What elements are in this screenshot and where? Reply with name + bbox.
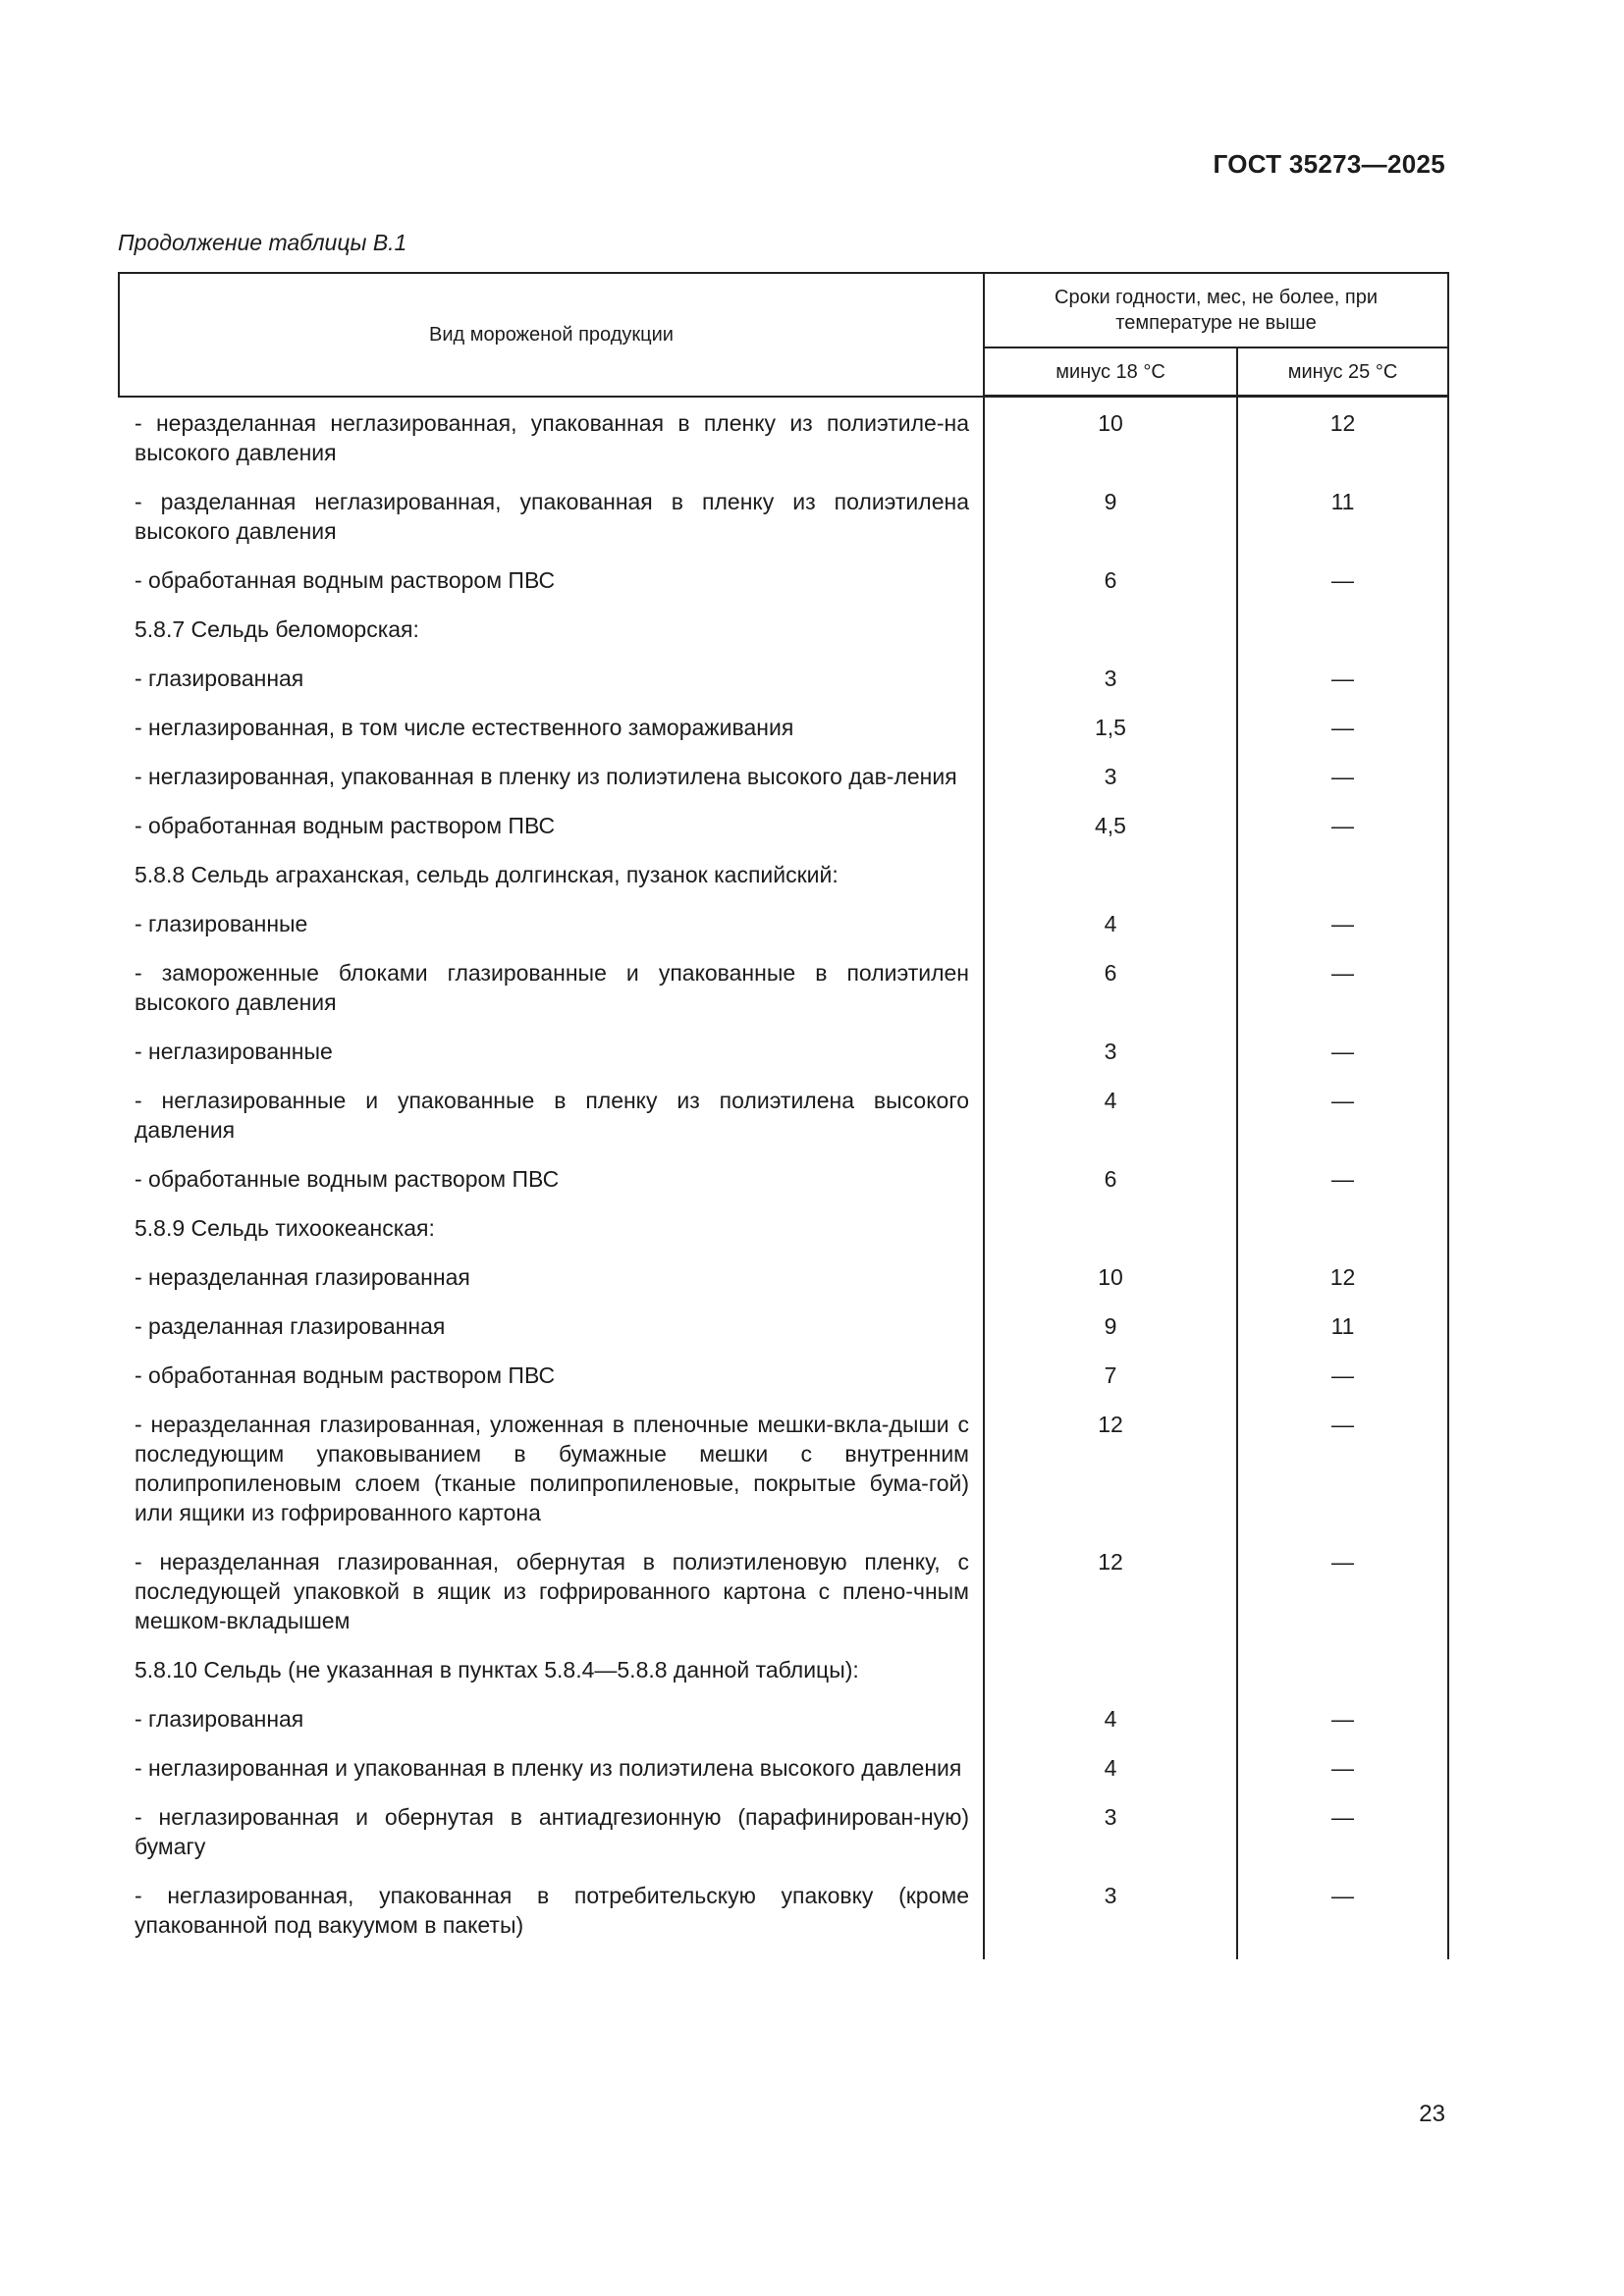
- product-description: - неразделанная неглазированная, упакованная в пленку из полиэтиле-на высокого давления: [135, 409, 969, 465]
- product-description: - неглазированная, упакованная в потребительскую упаковку (кроме упакованной под вакуумом в пакеты): [135, 1882, 969, 1938]
- shelf-life-minus-25: —: [1237, 664, 1448, 713]
- header-product-kind: Вид мороженой продукции: [119, 273, 984, 397]
- standard-number: ГОСТ 35273—2025: [1213, 149, 1445, 179]
- shelf-life-minus-25: —: [1237, 1037, 1448, 1086]
- shelf-life-minus-18: 4,5: [984, 811, 1237, 860]
- shelf-life-minus-25: —: [1237, 1881, 1448, 1959]
- shelf-life-minus-18: 3: [984, 1802, 1237, 1881]
- table-row: [119, 1547, 1448, 1655]
- product-description: - неглазированные и упакованные в пленку из полиэтилена высокого давления: [135, 1087, 969, 1143]
- product-description: - обработанные водным раствором ПВС: [135, 1165, 560, 1192]
- product-description: - неразделанная глазированная: [135, 1263, 470, 1290]
- shelf-life-minus-18: [984, 1655, 1237, 1704]
- shelf-life-minus-18: 9: [984, 487, 1237, 565]
- table-row: [119, 664, 1448, 713]
- product-description: - разделанная глазированная: [135, 1312, 446, 1339]
- shelf-life-minus-25: —: [1237, 1753, 1448, 1802]
- shelf-life-minus-25: —: [1237, 909, 1448, 958]
- table-caption: Продолжение таблицы В.1: [118, 230, 407, 255]
- header-temp-minus-25: минус 25 °С: [1237, 347, 1448, 397]
- product-description: - неразделанная глазированная, обернутая в полиэтиленовую пленку, с последующей упаковкой в ящик из гофрированного картона с плено-чным мешком-вкладышем: [135, 1548, 969, 1633]
- shelf-life-minus-18: 1,5: [984, 713, 1237, 762]
- product-description: - неглазированная, упакованная в пленку из полиэтилена высокого дав-ления: [135, 763, 957, 789]
- table-row: [119, 487, 1448, 565]
- table-row: [119, 1410, 1448, 1547]
- shelf-life-minus-25: —: [1237, 1802, 1448, 1881]
- shelf-life-minus-18: [984, 1213, 1237, 1262]
- product-description: - глазированные: [135, 910, 308, 936]
- shelf-life-minus-25: [1237, 1655, 1448, 1704]
- shelf-life-minus-18: 4: [984, 1704, 1237, 1753]
- table-row: [119, 1037, 1448, 1086]
- shelf-life-minus-25: —: [1237, 1164, 1448, 1213]
- shelf-life-minus-25: [1237, 860, 1448, 909]
- table-body: [119, 397, 1448, 1959]
- shelf-life-minus-18: 12: [984, 1410, 1237, 1547]
- shelf-life-minus-18: 6: [984, 958, 1237, 1037]
- table-row: [119, 1753, 1448, 1802]
- table-row: [119, 860, 1448, 909]
- table-row: [119, 1361, 1448, 1410]
- product-description: - разделанная неглазированная, упакованная в пленку из полиэтилена высокого давления: [135, 488, 969, 544]
- shelf-life-minus-18: 6: [984, 565, 1237, 614]
- shelf-life-minus-25: [1237, 1213, 1448, 1262]
- shelf-life-minus-25: 12: [1237, 1262, 1448, 1311]
- shelf-life-minus-25: —: [1237, 1547, 1448, 1655]
- shelf-life-minus-18: 3: [984, 664, 1237, 713]
- shelf-life-minus-25: —: [1237, 1086, 1448, 1164]
- shelf-life-minus-18: 7: [984, 1361, 1237, 1410]
- shelf-life-minus-18: 6: [984, 1164, 1237, 1213]
- shelf-life-minus-25: [1237, 614, 1448, 664]
- shelf-life-minus-25: —: [1237, 958, 1448, 1037]
- product-description: - замороженные блоками глазированные и упакованные в полиэтилен высокого давления: [135, 959, 969, 1015]
- section-heading: 5.8.8 Сельдь аграханская, сельдь долгинская, пузанок каспийский:: [135, 861, 839, 887]
- table-row: [119, 1311, 1448, 1361]
- product-description: - неглазированная и упакованная в пленку из полиэтилена высокого давления: [135, 1754, 962, 1781]
- table-row: [119, 762, 1448, 811]
- product-description: - обработанная водным раствором ПВС: [135, 1362, 556, 1388]
- table-row: [119, 1262, 1448, 1311]
- table-row: [119, 1086, 1448, 1164]
- shelf-life-minus-18: 3: [984, 1037, 1237, 1086]
- section-heading: 5.8.10 Сельдь (не указанная в пунктах 5.8.4—5.8.8 данной таблицы):: [135, 1656, 859, 1682]
- shelf-life-minus-18: 9: [984, 1311, 1237, 1361]
- product-description: - неглазированная и обернутая в антиадгезионную (парафинирован-ную) бумагу: [135, 1803, 969, 1859]
- shelf-life-minus-25: —: [1237, 1361, 1448, 1410]
- shelf-life-minus-18: 4: [984, 1753, 1237, 1802]
- table-row: [119, 1881, 1448, 1959]
- shelf-life-minus-25: 11: [1237, 1311, 1448, 1361]
- shelf-life-minus-25: —: [1237, 565, 1448, 614]
- table-row: [119, 1213, 1448, 1262]
- product-description: - неразделанная глазированная, уложенная в пленочные мешки-вкла-дыши с последующим упаковыванием в бумажные мешки с внутренним полипропиленовым слоем (тканые полипропиленовые, покрытые бума-гой) или ящики из гофрированного картона: [135, 1411, 969, 1525]
- shelf-life-minus-18: 4: [984, 1086, 1237, 1164]
- product-description: - глазированная: [135, 1705, 304, 1732]
- shelf-life-minus-18: [984, 860, 1237, 909]
- table-row: [119, 614, 1448, 664]
- shelf-life-minus-18: 12: [984, 1547, 1237, 1655]
- shelf-life-minus-25: 11: [1237, 487, 1448, 565]
- shelf-life-minus-18: 3: [984, 762, 1237, 811]
- header-temp-minus-18: минус 18 °С: [984, 347, 1237, 397]
- shelf-life-minus-25: —: [1237, 811, 1448, 860]
- table-row: [119, 958, 1448, 1037]
- shelf-life-minus-18: 10: [984, 397, 1237, 487]
- table-row: [119, 909, 1448, 958]
- page-number: 23: [1419, 2101, 1445, 2127]
- shelf-life-minus-25: —: [1237, 1410, 1448, 1547]
- shelf-life-minus-18: 4: [984, 909, 1237, 958]
- shelf-life-minus-18: 3: [984, 1881, 1237, 1959]
- section-heading: 5.8.9 Сельдь тихоокеанская:: [135, 1214, 435, 1241]
- table-row: [119, 1802, 1448, 1881]
- table-row: [119, 397, 1448, 487]
- table-row: [119, 1655, 1448, 1704]
- product-description: - неглазированная, в том числе естественного замораживания: [135, 714, 794, 740]
- shelf-life-minus-18: [984, 614, 1237, 664]
- table-row: [119, 811, 1448, 860]
- shelf-life-minus-25: —: [1237, 762, 1448, 811]
- product-description: - обработанная водным раствором ПВС: [135, 566, 556, 593]
- shelf-life-minus-25: —: [1237, 713, 1448, 762]
- table-row: [119, 565, 1448, 614]
- header-shelf-life: Сроки годности, мес, не более, при температуре не выше: [984, 273, 1448, 347]
- shelf-life-minus-25: —: [1237, 1704, 1448, 1753]
- product-description: - обработанная водным раствором ПВС: [135, 812, 556, 838]
- table-row: [119, 713, 1448, 762]
- table-row: [119, 1704, 1448, 1753]
- shelf-life-minus-18: 10: [984, 1262, 1237, 1311]
- shelf-life-table: [118, 272, 1447, 1959]
- product-description: - глазированная: [135, 665, 304, 691]
- shelf-life-minus-25: 12: [1237, 397, 1448, 487]
- table-row: [119, 1164, 1448, 1213]
- product-description: - неглазированные: [135, 1038, 333, 1064]
- section-heading: 5.8.7 Сельдь беломорская:: [135, 615, 419, 642]
